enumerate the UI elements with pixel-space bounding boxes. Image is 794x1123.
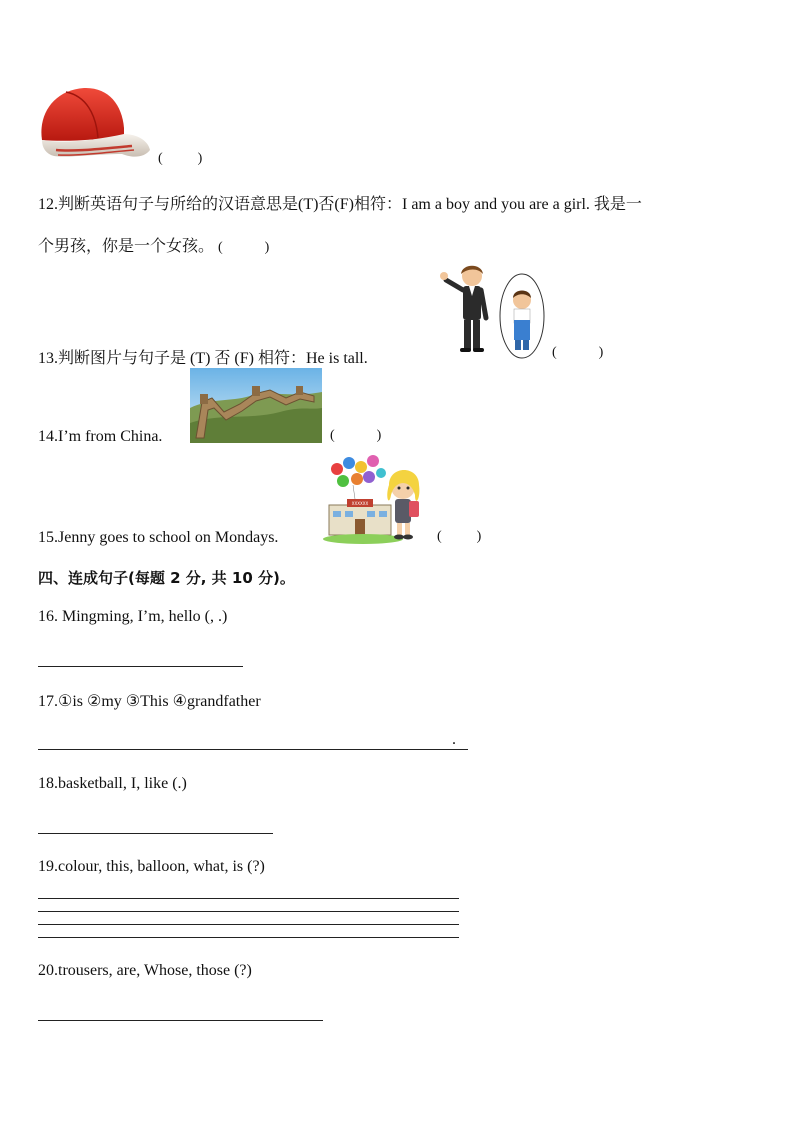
question-18-text: 18.basketball, I, like (.) <box>38 775 187 792</box>
question-20-text: 20.trousers, are, Whose, those (?) <box>38 962 252 979</box>
question-15-text: 15.Jenny goes to school on Mondays. <box>38 529 279 546</box>
question-14-text: 14.I’m from China. <box>38 428 163 445</box>
answer-line[interactable] <box>38 898 459 899</box>
answer-line[interactable] <box>38 924 459 925</box>
question-17-text: 17.①is ②my ③This ④grandfather <box>38 693 261 710</box>
boys-image <box>438 262 546 360</box>
section-title: 四、连成句子(每题 2 分, 共 10 分)。 <box>38 569 295 587</box>
answer-blank-paren: ( ) <box>552 345 604 360</box>
school-sign-text: XXXXXX <box>351 501 369 506</box>
answer-line[interactable] <box>38 937 459 938</box>
answer-line[interactable] <box>38 911 459 912</box>
answer-line[interactable] <box>38 666 243 667</box>
answer-line[interactable] <box>38 1020 323 1021</box>
answer-blank-paren: ( ) <box>158 151 203 166</box>
question-12-line-1: 12.判断英语句子与所给的汉语意思是(T)否(F)相符：I am a boy and you are a girl. 我是一 <box>38 196 642 213</box>
question-13 <box>38 345 368 368</box>
end-period: . <box>452 731 456 748</box>
balloons-icon <box>331 455 386 499</box>
question-13-text: 13.判断图片与句子是 (T) 否 (F) 相符：He is tall. <box>38 350 368 367</box>
answer-line[interactable] <box>38 833 273 834</box>
answer-line[interactable] <box>38 749 468 750</box>
answer-blank-paren: ( ) <box>218 240 270 255</box>
cap-image <box>36 84 152 164</box>
question-19-text: 19.colour, this, balloon, what, is (?) <box>38 858 265 875</box>
answer-blank-paren: ( ) <box>330 428 382 443</box>
question-16-text: 16. Mingming, I’m, hello (, .) <box>38 608 228 625</box>
question-12-line-2 <box>38 233 269 256</box>
answer-blank-paren: ( ) <box>437 529 482 544</box>
question-12-text: 个男孩，你是一个女孩。 <box>38 238 215 255</box>
great-wall-image <box>190 368 322 443</box>
school-girl-image <box>323 455 433 545</box>
